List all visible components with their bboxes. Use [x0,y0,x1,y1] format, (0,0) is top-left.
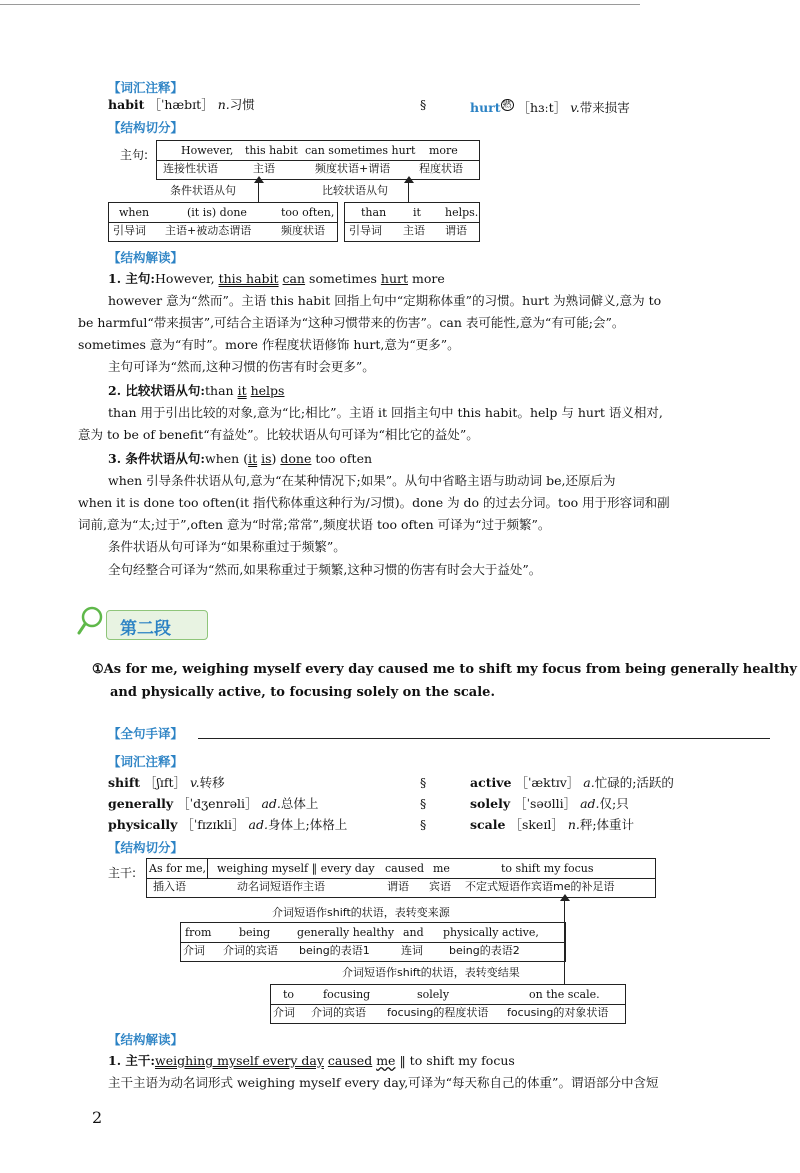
read1-heading3: 3. 条件状语从句:when (it is) done too often [108,451,373,466]
vocab-active: active ［ˈæktɪv］ a.忙碌的;活跃的 [470,775,674,790]
struct-cut2-label: 【结构切分】 [108,840,184,855]
read1-para: 条件状语从句可译为“如果称重过于频繁”。 [108,539,346,554]
vocab2-label: 【词汇注释】 [108,754,184,769]
diagram1-main-box: However, this habit can sometimes hurt more 连接性状语 主语 频度状语+谓语 程度状语 [156,140,480,180]
read1-para: 词前,意为“太;过于”,often 意为“时常;常常”,频度状语 too often 可译为“过于频繁”。 [78,517,551,532]
arrow-label-result: 介词短语作shift的状语，表转变结果 [342,966,520,979]
diagram1-prefix: 主句: [120,148,149,162]
vocab-separator: § [420,796,427,811]
read1-para: than 用于引出比较的对象,意为“比;相比”。主语 it 回指主句中 this habit。help 与 hurt 语义相对, [108,405,663,420]
arrow-label-compare: 比较状语从句 [322,184,388,197]
read1-para: however 意为“然而”。主语 this habit 回指上句中“定期称体重”的习惯。hurt 为熟词僻义,意为 to [108,293,662,308]
read1-para: when it is done too often(it 指代称体重这种行为/习惯)。done 为 do 的过去分词。too 用于形容词和副 [78,495,670,510]
vocab-label: 【词汇注释】 [108,80,184,95]
vocab-shift: shift ［ʃɪft］ v.转移 [108,775,225,790]
diagram2-main-box: As for me, weighing myself ‖ every day caused me to shift my focus 插入语 动名词短语作主语 谓语 宾语 不定式短语作宾语me的补足语 [146,858,656,898]
top-rule [0,4,640,5]
read1-para: 主句可译为“然而,这种习惯的伤害有时会更多”。 [108,359,375,374]
vocab-hurt: hurt $^熟$ ［hɜːt］ v.带来损害 [470,100,630,116]
struct-read2-label: 【结构解读】 [108,1032,184,1047]
diagram2-to-box: to focusing solely on the scale. 介词 介词的宾语 focusing的程度状语 focusing的对象状语 [270,984,626,1024]
vocab-solely: solely ［ˈsəʊlli］ ad.仅;只 [470,796,629,811]
translate-blank-line[interactable] [198,738,770,739]
vocab-separator: § [420,97,427,112]
read2-heading1: 1. 主干:weighing myself every day caused me ‖ to shift my focus [108,1053,515,1068]
read1-para: 全句经整合可译为“然而,如果称重过于频繁,这种习惯的伤害有时会大于益处”。 [108,562,542,577]
vocab-physically: physically ［ˈfɪzɪkli］ ad.身体上;体格上 [108,817,348,832]
read2-para: 主干主语为动名词形式 weighing myself every day,可译为“每天称自己的体重”。谓语部分中含短 [108,1075,659,1090]
diagram2-from-box: from being generally healthy and physically active, 介词 介词的宾语 being的表语1 连词 being的表语2 [180,922,566,962]
vocab-separator: § [420,775,427,790]
read1-para: 意为 to be of benefit“有益处”。比较状语从句可译为“相比它的益处”。 [78,427,479,442]
translate-label: 【全句手译】 [108,726,184,741]
section-title: 第二段 [120,619,171,639]
vocab-scale: scale ［skeɪl］ n.秤;体重计 [470,817,635,832]
arrow-label-source: 介词短语作shift的状语，表转变来源 [272,906,450,919]
vocab-habit: habit ［ˈhæbɪt］ n.习惯 [108,97,255,112]
diagram1-compare-box: than it helps. 引导词 主语 谓语 [344,202,480,242]
sentence-line2: and physically active, to focusing solely on the scale. [110,685,495,700]
sentence-line1: ①As for me, weighing myself every day caused me to shift my focus from being generally healthy [92,662,797,677]
struct-cut-label: 【结构切分】 [108,120,184,135]
diagram2-prefix: 主干: [108,866,137,880]
read1-para: sometimes 意为“有时”。more 作程度状语修饰 hurt,意为“更多”。 [78,337,460,352]
read1-para: when 引导条件状语从句,意为“在某种情况下;如果”。从句中省略主语与助动词 be,还原后为 [108,473,616,488]
read1-heading2: 2. 比较状语从句:than it helps [108,383,285,398]
arrow-label-condition: 条件状语从句 [170,184,236,197]
diagram1-condition-box: when (it is) done too often, 引导词 主语+被动态谓语 频度状语 [108,202,338,242]
vocab-generally: generally ［ˈdʒenrəli］ ad.总体上 [108,796,319,811]
magnifier-icon [76,604,106,638]
struct-read-label: 【结构解读】 [108,250,184,265]
read1-para: be harmful“带来损害”,可结合主语译为“这种习惯带来的伤害”。can 表可能性,意为“有可能;会”。 [78,315,625,330]
vocab-separator: § [420,817,427,832]
page-number: 2 [92,1108,103,1127]
read1-heading1: 1. 主句:However, this habit can sometimes hurt more [108,271,445,286]
